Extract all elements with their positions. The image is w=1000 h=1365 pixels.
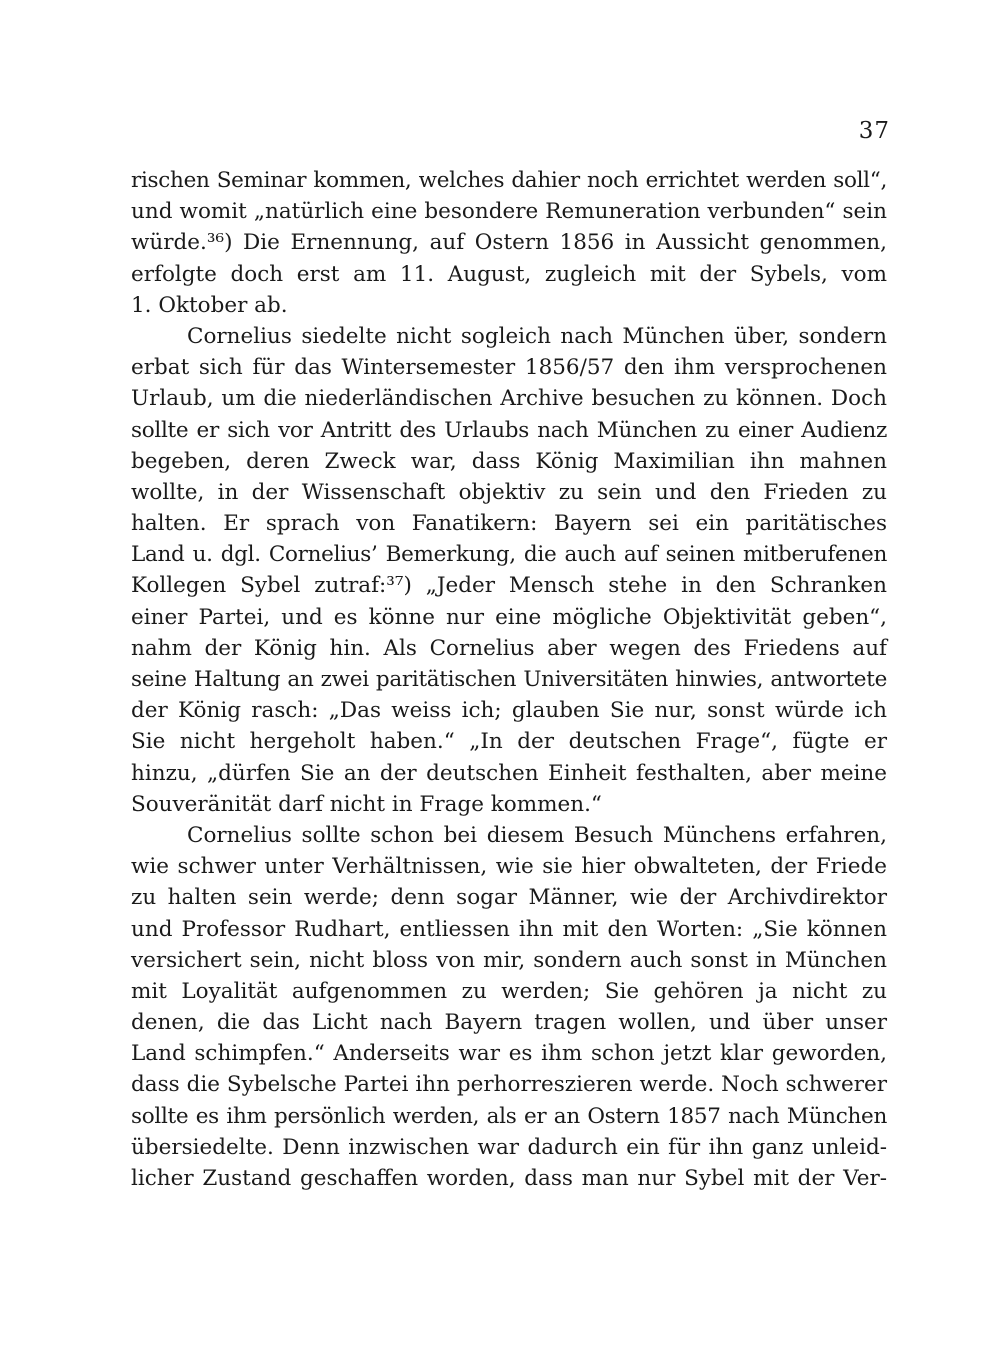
text-line: dass die Sybelsche Partei ihn perhorreszieren werde. Noch schwerer	[131, 1072, 887, 1098]
text-line: hinzu, „dürfen Sie an der deutschen Einheit festhalten, aber meine	[131, 760, 887, 786]
text-line: wie schwer unter Verhältnissen, wie sie hier obwalteten, der Friede	[131, 854, 887, 880]
text-line: nahm der König hin. Als Cornelius aber wegen des Friedens auf	[131, 635, 887, 661]
text-line: seine Haltung an zwei paritätischen Universitäten hinwies, antwortete	[131, 667, 887, 692]
text-line: Cornelius siedelte nicht sogleich nach München über, sondern	[187, 323, 887, 349]
text-line: begeben, deren Zweck war, dass König Maximilian ihn mahnen	[131, 448, 887, 474]
text-line: rischen Seminar kommen, welches dahier noch errichtet werden soll“,	[131, 168, 887, 193]
text-line: übersiedelte. Denn inzwischen war dadurch ein für ihn ganz unleid-	[131, 1134, 887, 1160]
text-line: halten. Er sprach von Fanatikern: Bayern sei ein paritätisches	[131, 511, 887, 537]
text-line: und womit „natürlich eine besondere Remuneration verbunden“ sein	[131, 199, 887, 225]
text-line: Land u. dgl. Cornelius’ Bemerkung, die auch auf seinen mitberufenen	[131, 542, 887, 568]
text-line: der König rasch: „Das weiss ich; glauben Sie nur, sonst würde ich	[131, 698, 887, 724]
body-text	[131, 165, 887, 1194]
page-number: 37	[858, 118, 890, 144]
text-line: sollte er sich vor Antritt des Urlaubs nach München zu einer Audienz	[131, 417, 887, 443]
text-line: sollte es ihm persönlich werden, als er an Ostern 1857 nach München	[131, 1103, 887, 1129]
text-line: und Professor Rudhart, entliessen ihn mit den Worten: „Sie können	[131, 916, 887, 942]
text-line: zu halten sein werde; denn sogar Männer, wie der Archivdirektor	[131, 885, 887, 911]
text-line: Cornelius sollte schon bei diesem Besuch Münchens erfahren,	[187, 822, 887, 848]
text-line: 1. Oktober ab.	[131, 292, 288, 318]
text-line: versichert sein, nicht bloss von mir, sondern auch sonst in München	[131, 947, 887, 973]
text-line: Urlaub, um die niederländischen Archive besuchen zu können. Doch	[131, 386, 887, 412]
text-line: denen, die das Licht nach Bayern tragen wollen, und über unser	[131, 1010, 887, 1036]
text-line: erfolgte doch erst am 11. August, zugleich mit der Sybels, vom	[131, 261, 887, 287]
text-line: licher Zustand geschaffen worden, dass man nur Sybel mit der Ver-	[131, 1166, 887, 1191]
text-line: würde.³⁶) Die Ernennung, auf Ostern 1856 in Aussicht genommen,	[131, 230, 887, 256]
text-line: erbat sich für das Wintersemester 1856/57 den ihm versprochenen	[131, 355, 887, 381]
text-line: Land schimpfen.“ Anderseits war es ihm schon jetzt klar geworden,	[131, 1041, 887, 1067]
text-line: Sie nicht hergeholt haben.“ „In der deutschen Frage“, fügte er	[131, 729, 887, 755]
text-line: mit Loyalität aufgenommen zu werden; Sie gehören ja nicht zu	[131, 978, 887, 1004]
text-line: Souveränität darf nicht in Frage kommen.“	[131, 791, 602, 817]
text-line: Kollegen Sybel zutraf:³⁷) „Jeder Mensch stehe in den Schranken	[131, 573, 887, 599]
text-line: einer Partei, und es könne nur eine mögliche Objektivität geben“,	[131, 604, 887, 630]
text-line: wollte, in der Wissenschaft objektiv zu sein und den Frieden zu	[131, 479, 887, 505]
